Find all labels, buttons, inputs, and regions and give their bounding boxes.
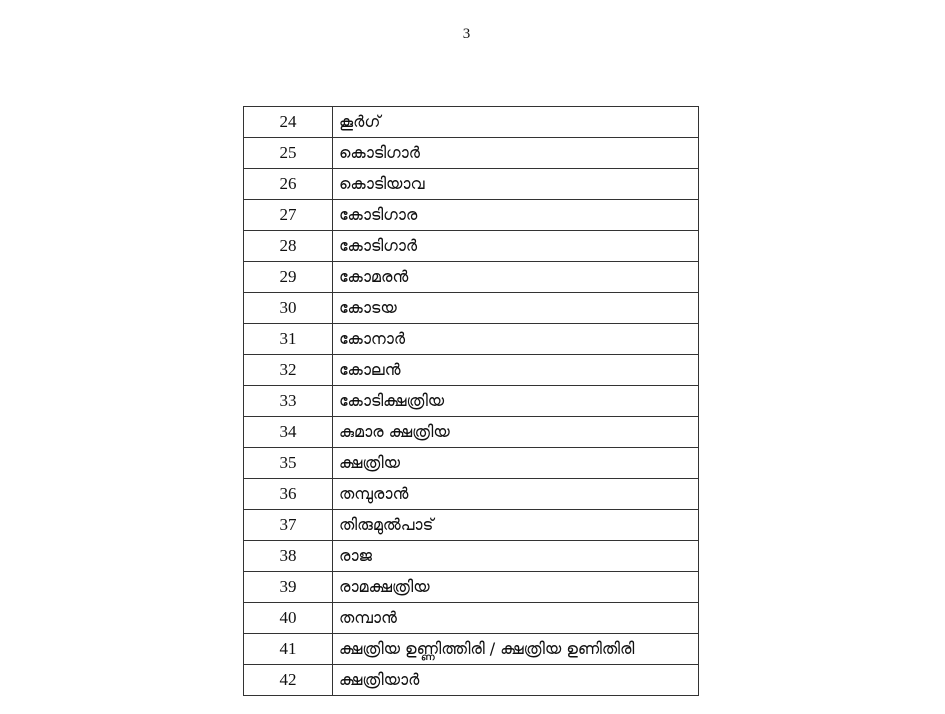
row-number: 35 — [244, 448, 333, 479]
table-row — [244, 603, 699, 634]
table-row — [244, 479, 699, 510]
table-row — [244, 200, 699, 231]
row-number: 26 — [244, 169, 333, 200]
row-number: 41 — [244, 634, 333, 665]
table-row — [244, 262, 699, 293]
table-row — [244, 386, 699, 417]
row-number: 29 — [244, 262, 333, 293]
table-row — [244, 541, 699, 572]
caste-name: കോലൻ — [333, 355, 699, 386]
table-row — [244, 510, 699, 541]
row-number: 24 — [244, 107, 333, 138]
page-number: 3 — [462, 26, 471, 42]
caste-name: കുമാര ക്ഷത്രിയ — [333, 417, 699, 448]
row-number: 28 — [244, 231, 333, 262]
caste-name: കോടയ — [333, 293, 699, 324]
caste-name: തമ്പുരാൻ — [333, 479, 699, 510]
table-row — [244, 169, 699, 200]
caste-list-table — [243, 106, 699, 696]
table-row — [244, 634, 699, 665]
row-number: 42 — [244, 665, 333, 696]
row-number: 27 — [244, 200, 333, 231]
table-row — [244, 324, 699, 355]
table-row — [244, 665, 699, 696]
row-number: 39 — [244, 572, 333, 603]
table-row — [244, 417, 699, 448]
caste-name: കൊടിഗാർ — [333, 138, 699, 169]
caste-name: രാജ — [333, 541, 699, 572]
caste-name: ക്ഷത്രിയാർ — [333, 665, 699, 696]
caste-name: കൊടിയാവ — [333, 169, 699, 200]
table-row — [244, 355, 699, 386]
row-number: 38 — [244, 541, 333, 572]
caste-name: കോടിക്ഷത്രിയ — [333, 386, 699, 417]
caste-name: കോടിഗാര — [333, 200, 699, 231]
row-number: 30 — [244, 293, 333, 324]
caste-name: ക്ഷത്രിയ ഉണ്ണിത്തിരി / ക്ഷത്രിയ ഉണിതിരി — [333, 634, 699, 665]
row-number: 32 — [244, 355, 333, 386]
row-number: 40 — [244, 603, 333, 634]
caste-name: തമ്പാൻ — [333, 603, 699, 634]
row-number: 25 — [244, 138, 333, 169]
caste-name: കോമരൻ — [333, 262, 699, 293]
caste-name: കോനാർ — [333, 324, 699, 355]
row-number: 34 — [244, 417, 333, 448]
table-row — [244, 448, 699, 479]
table-row — [244, 107, 699, 138]
table-row — [244, 293, 699, 324]
table-body — [244, 107, 699, 696]
caste-name: കോടിഗാർ — [333, 231, 699, 262]
table-row — [244, 231, 699, 262]
row-number: 37 — [244, 510, 333, 541]
caste-name: തിരുമുൽപാട് — [333, 510, 699, 541]
row-number: 36 — [244, 479, 333, 510]
table-row — [244, 572, 699, 603]
row-number: 33 — [244, 386, 333, 417]
caste-name: ക്ഷത്രിയ — [333, 448, 699, 479]
row-number: 31 — [244, 324, 333, 355]
caste-name: രാമക്ഷത്രിയ — [333, 572, 699, 603]
caste-name: കൂർഗ് — [333, 107, 699, 138]
table-row — [244, 138, 699, 169]
